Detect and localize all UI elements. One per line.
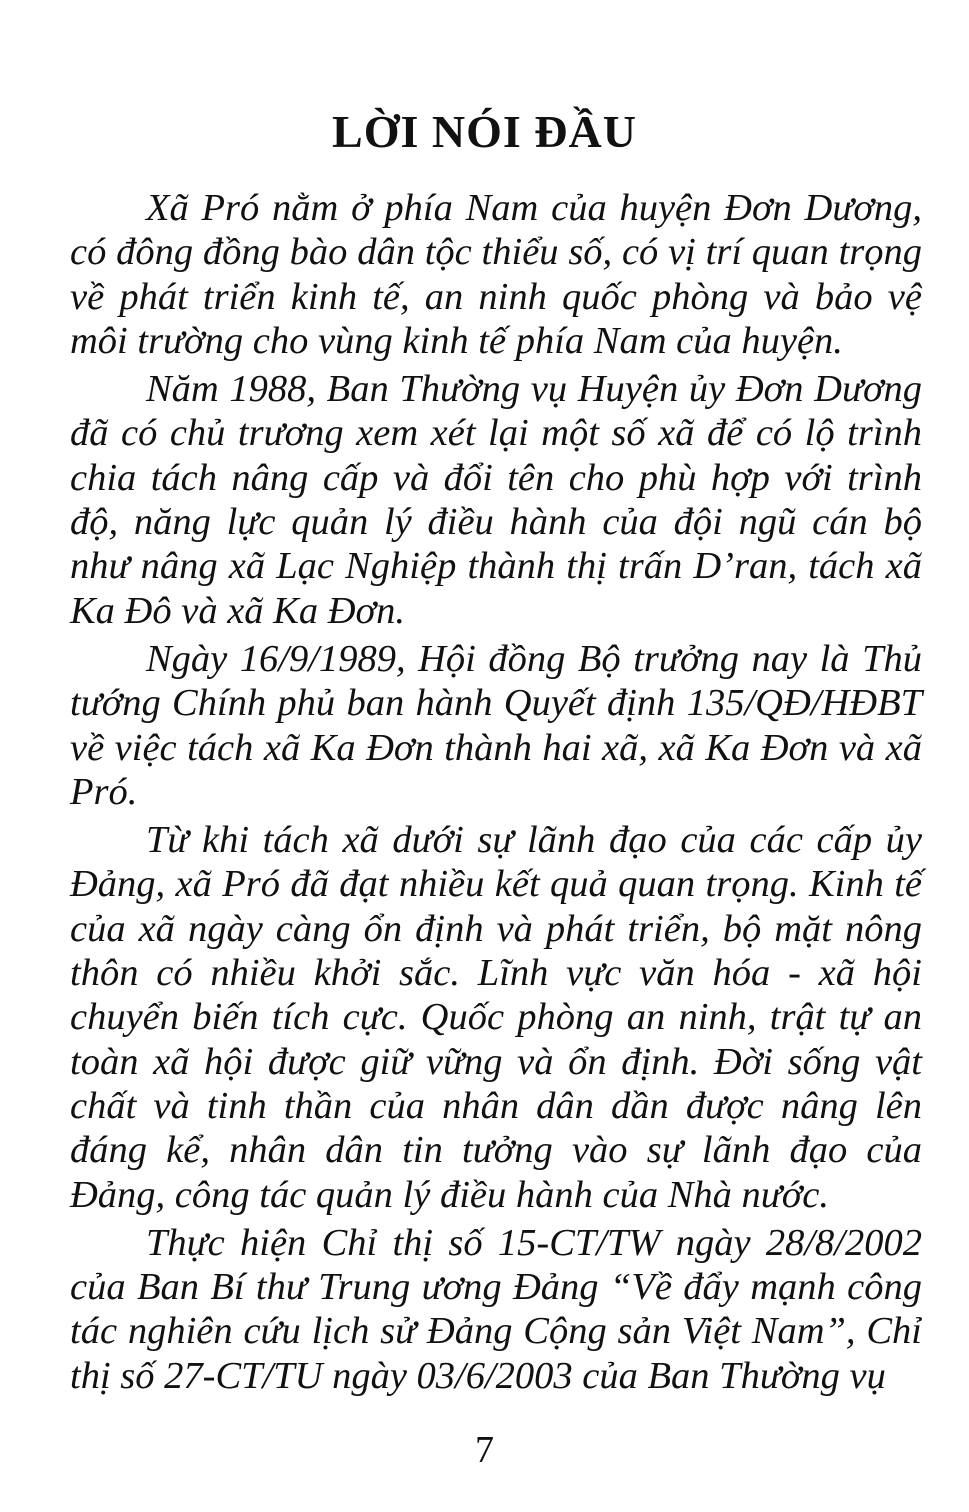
paragraph-2: Năm 1988, Ban Thường vụ Huyện ủy Đơn Dương đã có chủ trương xem xét lại một số xã để có lộ trình chia tách nâng cấp và đổi tên cho phù hợp với trình độ, năng lực quản lý điều hành của đội ngũ cán bộ như nâng xã Lạc Nghiệp thành thị trấn D’ran, tách xã Ka Đô và xã Ka Đơn. [70,368,922,632]
body-text [70,186,922,1402]
paragraph-1: Xã Pró nằm ở phía Nam của huyện Đơn Dương, có đông đồng bào dân tộc thiểu số, có vị trí quan trọng về phát triển kinh tế, an ninh quốc phòng và bảo vệ môi trường cho vùng kinh tế phía Nam của huyện. [70,187,922,362]
paragraph-3: Ngày 16/9/1989, Hội đồng Bộ trưởng nay là Thủ tướng Chính phủ ban hành Quyết định 135/QĐ/HĐBT về việc tách xã Ka Đơn thành hai xã, xã Ka Đơn và xã Pró. [70,637,922,813]
paragraph-5: Thực hiện Chỉ thị số 15-CT/TW ngày 28/8/2002 của Ban Bí thư Trung ương Đảng “Về đẩy mạnh công tác nghiên cứu lịch sử Đảng Cộng sản Việt Nam”, Chỉ thị số 27-CT/TU ngày 03/6/2003 của Ban Thường vụ [70,1221,922,1397]
page-number: 7 [475,1429,494,1471]
page-title: LỜI NÓI ĐẦU [332,106,637,157]
paragraph-4: Từ khi tách xã dưới sự lãnh đạo của các cấp ủy Đảng, xã Pró đã đạt nhiều kết quả quan trọng. Kinh tế của xã ngày càng ổn định và phát triển, bộ mặt nông thôn có nhiều khởi sắc. Lĩnh vực văn hóa - xã hội chuyển biến tích cực. Quốc phòng an ninh, trật tự an toàn xã hội được giữ vững và ổn định. Đời sống vật chất và tinh thần của nhân dân dần được nâng lên đáng kể, nhân dân tin tưởng vào sự lãnh đạo của Đảng, công tác quản lý điều hành của Nhà nước. [70,819,922,1216]
